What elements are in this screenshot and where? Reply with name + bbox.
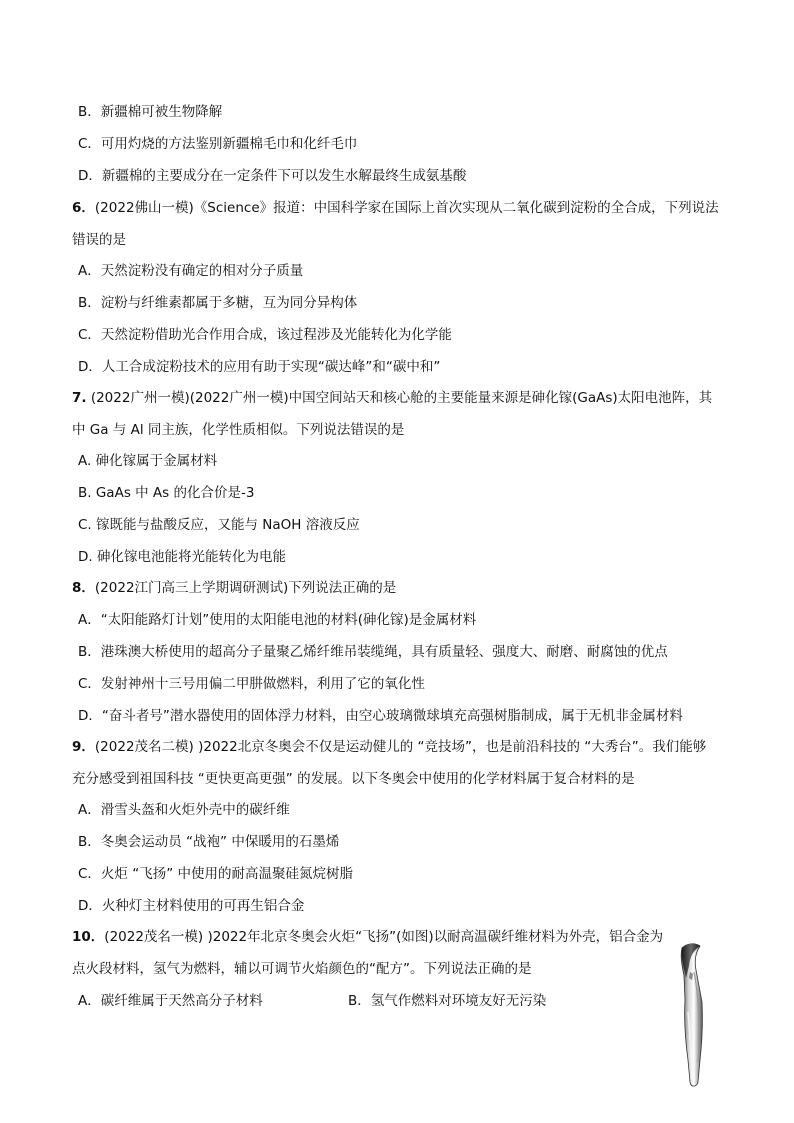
question-9-number: 9． xyxy=(72,739,95,755)
question-10-text: (2022茂名一模) )2022年北京冬奥会火炬“飞扬”(如图)以耐高温碳纤维材料为外壳，铝合金为 xyxy=(104,929,664,945)
option-8d: D．“奋斗者号”潜水器使用的固体浮力材料，由空心玻璃微球填充高强树脂制成，属于无机非金属材料 xyxy=(78,708,683,724)
question-10-number: 10． xyxy=(72,929,105,945)
option-5c: C．可用灼烧的方法鉴别新疆棉毛巾和化纤毛巾 xyxy=(78,136,358,152)
question-9-line-1 xyxy=(72,738,706,756)
option-7a: A. 砷化镓属于金属材料 xyxy=(78,453,218,469)
question-6-text: (2022佛山一模)《Science》报道：中国科学家在国际上首次实现从二氧化碳到淀粉的全合成，下列说法 xyxy=(94,200,719,216)
option-9a: A．滑雪头盔和火炬外壳中的碳纤维 xyxy=(78,802,290,818)
option-6c: C．天然淀粉借助光合作用合成，该过程涉及光能转化为化学能 xyxy=(78,327,452,343)
option-6a: A．天然淀粉没有确定的相对分子质量 xyxy=(78,263,304,279)
option-5b: B．新疆棉可被生物降解 xyxy=(78,104,223,120)
question-10-line-2: 点火段材料，氢气为燃料，辅以可调节火焰颜色的“配方”。下列说法正确的是 xyxy=(72,961,532,977)
question-6-line-2: 错误的是 xyxy=(72,232,126,248)
option-8c: C．发射神州十三号用偏二甲肼做燃料，利用了它的氧化性 xyxy=(78,676,425,692)
option-7d: D. 砷化镓电池能将光能转化为电能 xyxy=(78,549,286,565)
question-7-text: (2022广州一模)(2022广州一模)中国空间站天和核心舱的主要能量来源是砷化镓(GaAs)太阳电池阵，其 xyxy=(86,390,713,406)
option-10b: B．氢气作燃料对环境友好无污染 xyxy=(348,993,547,1009)
olympic-torch-image xyxy=(672,942,716,1090)
question-6-number: 6． xyxy=(72,200,95,216)
option-5d: D．新疆棉的主要成分在一定条件下可以发生水解最终生成氨基酸 xyxy=(78,168,467,184)
option-7c: C. 镓既能与盐酸反应，又能与 NaOH 溶液反应 xyxy=(78,517,360,533)
option-8b: B．港珠澳大桥使用的超高分子量聚乙烯纤维吊装缆绳，具有质量轻、强度大、耐磨、耐腐蚀的优点 xyxy=(78,644,668,660)
option-10a: A．碳纤维属于天然高分子材料 xyxy=(78,993,263,1009)
question-9-line-2: 充分感受到祖国科技 “更快更高更强” 的发展。以下冬奥会中使用的化学材料属于复合材料的是 xyxy=(72,771,635,787)
question-9-text: (2022茂名二模) )2022北京冬奥会不仅是运动健儿的 “竞技场”，也是前沿科技的 “大秀台”。我们能够 xyxy=(94,739,707,755)
option-9d: D．火种灯主材料使用的可再生铝合金 xyxy=(78,898,305,914)
option-9b: B．冬奥会运动员 “战袍” 中保暖用的石墨烯 xyxy=(78,834,340,850)
question-7-line-1 xyxy=(72,389,712,407)
question-10-line-1 xyxy=(72,928,663,946)
option-9c: C．火炬 “飞扬” 中使用的耐高温聚硅氮烷树脂 xyxy=(78,866,353,882)
question-8-text: (2022江门高三上学期调研测试)下列说法正确的是 xyxy=(94,580,397,596)
question-7-line-2: 中 Ga 与 Al 同主族，化学性质相似。下列说法错误的是 xyxy=(72,422,405,438)
option-6b: B．淀粉与纤维素都属于多糖，互为同分异构体 xyxy=(78,295,358,311)
question-7-number: 7. xyxy=(72,390,87,406)
option-7b: B. GaAs 中 As 的化合价是-3 xyxy=(78,485,255,501)
question-8-line-1 xyxy=(72,579,396,597)
question-6-line-1 xyxy=(72,199,719,217)
option-8a: A．“太阳能路灯计划”使用的太阳能电池的材料(砷化镓)是金属材料 xyxy=(78,612,477,628)
question-8-number: 8． xyxy=(72,580,95,596)
option-6d: D．人工合成淀粉技术的应用有助于实现“碳达峰”和“碳中和” xyxy=(78,359,441,375)
